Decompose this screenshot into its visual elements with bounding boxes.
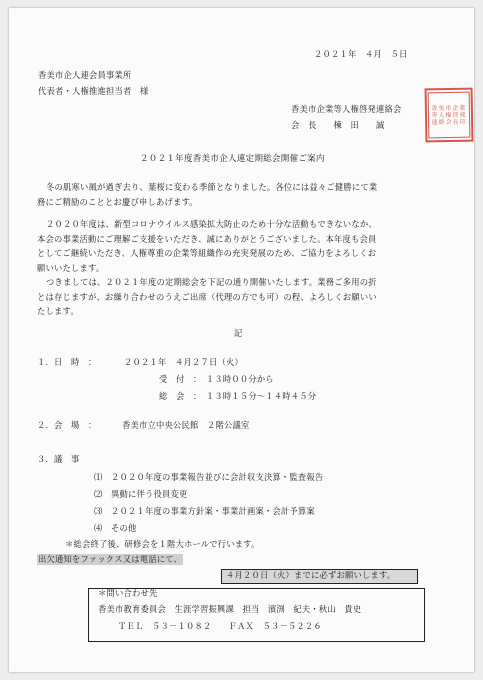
rsvp-line-1: 出欠通知をファックス又は電話にて、 [38,554,183,564]
reception-time: 受 付 ： １３時００分から [159,374,274,384]
p3-line-2: とは存じますが、お繰り合わせのうえご出席（代理の方でも可）の程、よろしくお願いい [37,291,377,302]
p3-line-1: つきましては、２０２１年度の定期総会を下記の通り開催いたします。業務ご多用の折 [46,277,377,287]
paragraph-2 [37,217,377,275]
seal-inner: 香美市企業等人権啓発連絡会長印 [428,92,471,139]
p1-line-2: 務にご精励のこととお慶び申しあげます。 [37,196,198,207]
agenda-item-2: ⑵ 異動に伴う役員変更 [94,489,188,499]
datetime-label: １．日 時 ： [37,357,97,367]
ki-heading: 記 [234,328,243,338]
recipient-org: 香美市企人連会員事業所 [38,70,132,80]
venue-label: ２．会 場 ： [37,420,97,430]
sender-org: 香美市企業等人権啓発連絡会 [291,104,402,114]
document-page [9,8,474,672]
general-meeting-time: 総 会 ： １３時１５分～１４時４５分 [159,391,317,401]
issue-date: ２０２１年 ４月 ５日 [314,49,408,59]
p3-line-3: たします。 [37,306,79,317]
agenda-item-4: ⑷ その他 [94,523,137,533]
sender-role-text: 会 長 棟 田 [291,120,376,130]
contact-line-1: 香美市教育委員会 生涯学習振興課 担当 濱渕 紀夫・秋山 貴史 [98,604,362,614]
p1-line-1: 冬の肌寒い風が過ぎ去り、葉桜に変わる季節となりました。各位には益々ご健勝にて業 [46,182,378,192]
agenda-label: ３．議 事 [37,454,80,464]
agenda-item-1: ⑴ ２０２０年度の事業報告並びに会計収支決算・監査報告 [94,472,324,482]
venue-value: 香美市立中央公民館 ２階公議室 [122,420,250,430]
rsvp-deadline: ４月２０日（火）までに必ずお願いします。 [226,570,396,580]
contact-heading: ＊問い合わせ先 [98,588,158,598]
p2-line-2: 本会の事業活動にご理解ご支援をいただき、誠にありがとうございました。本年度も会員 [37,233,377,244]
paragraph-1 [37,180,377,209]
document-title: ２０２１年度香美市企人連定期総会開催ご案内 [140,154,325,164]
official-seal [425,88,474,143]
post-meeting-note: ＊総会終了後、研修会を１階大ホールで行います。 [65,539,260,549]
p2-line-1: ２０２０年度は、新型コロナウイルス感染拡大防止のため十分な活動もできないなか、 [46,219,377,229]
sender-name-tail: 誠 [375,120,385,130]
p2-line-3: としてご継続いただき、人権尊重の企業等組織作の充実発展のため、ご協力をよろしくお [37,248,377,259]
sender-role [291,120,384,131]
datetime-value: ２０２１年 ４月２７日（火） [124,357,243,367]
paragraph-3 [37,275,377,319]
p2-line-4: 願いいたします。 [37,262,105,273]
agenda-item-3: ⑶ ２０２１年度の事業方針案・事業計画案・会計予算案 [94,506,315,516]
contact-line-2: ＴＥＬ ５３－１０８２ ＦＡＸ ５３－５２２６ [118,621,322,631]
recipient-person: 代表者・人権推進担当者 様 [38,86,149,96]
